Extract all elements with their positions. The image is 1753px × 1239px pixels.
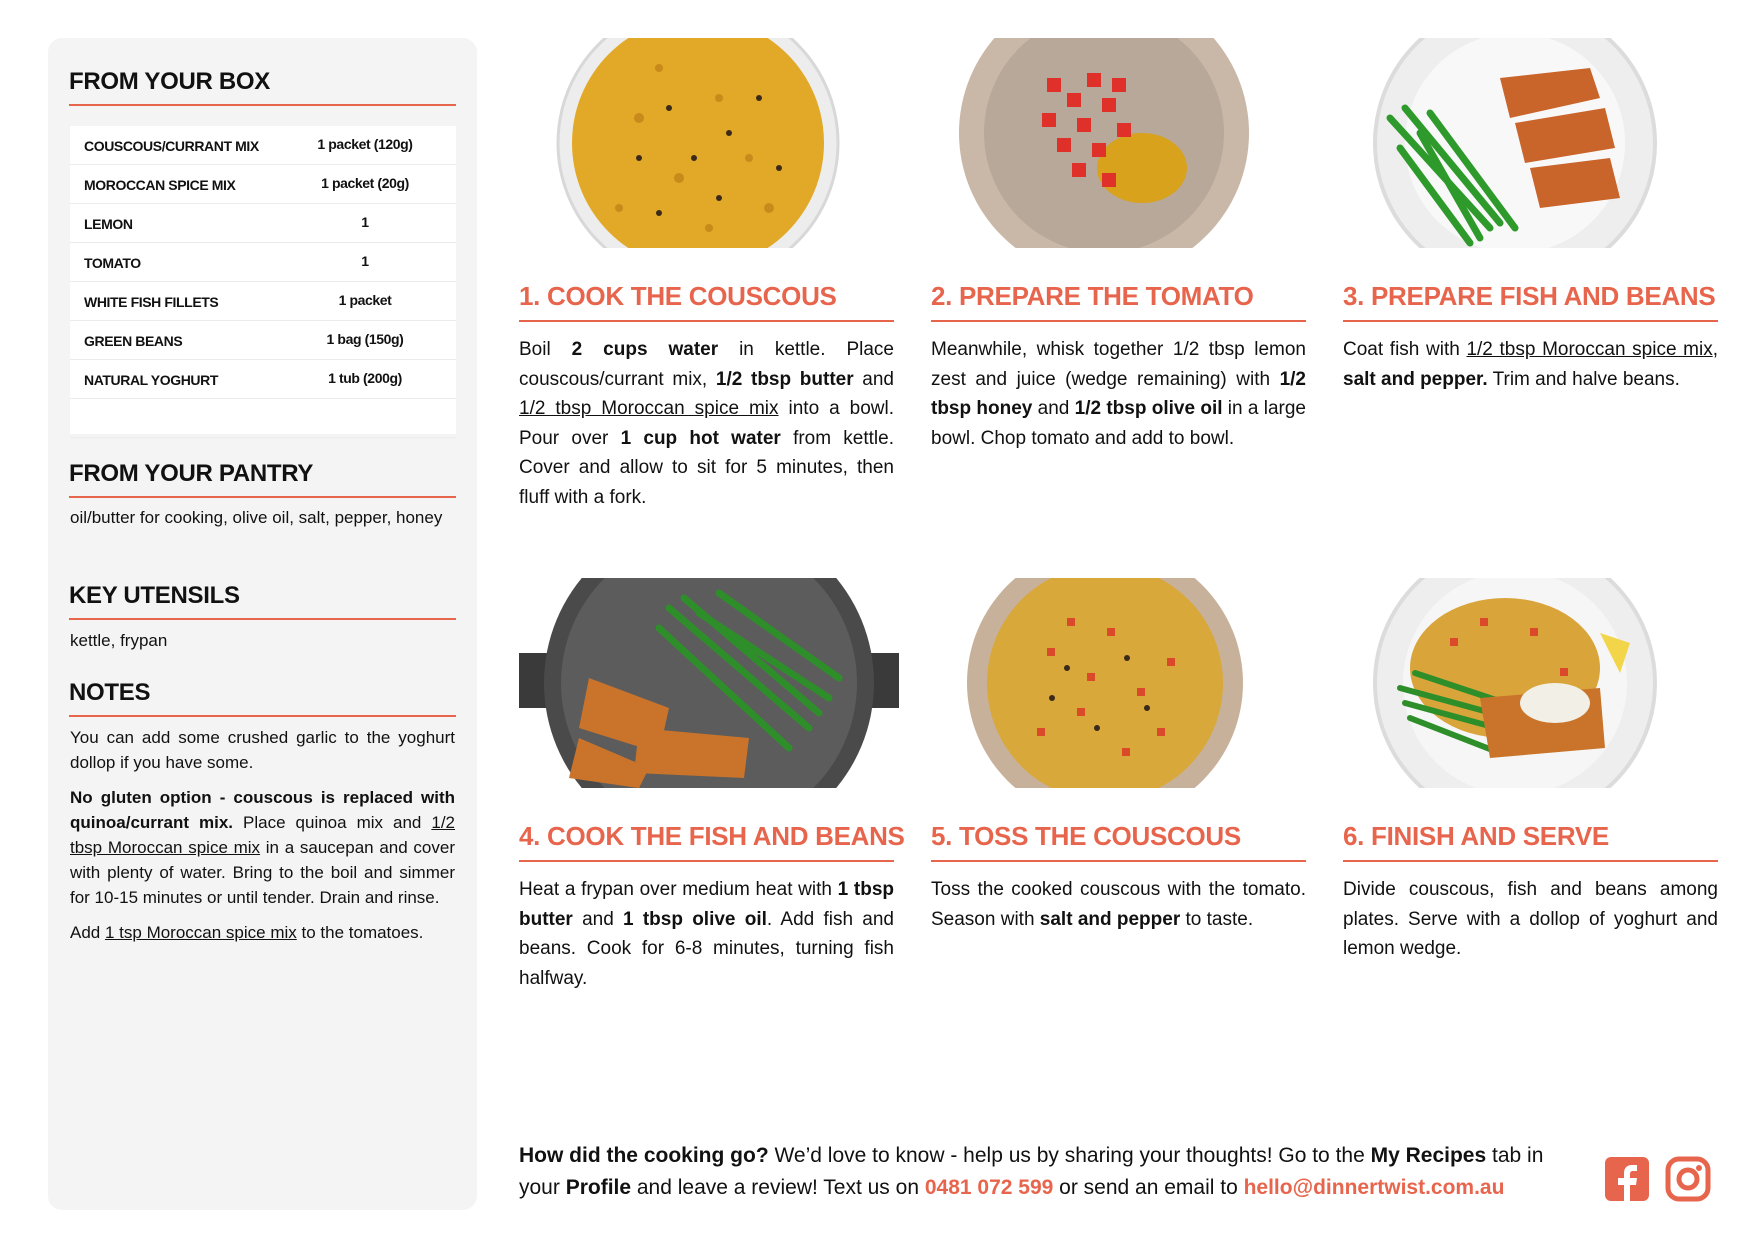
step-2-title: 2. PREPARE THE TOMATO — [931, 281, 1306, 322]
phone-link[interactable]: 0481 072 599 — [924, 1176, 1054, 1199]
table-row — [70, 204, 456, 243]
ingredients-table — [70, 126, 456, 434]
ingredient-qty: 1 bag (150g) — [326, 331, 404, 347]
table-row — [70, 360, 456, 399]
step-3-text: Coat fish with 1/2 tbsp Moroccan spice mix, salt and pepper. Trim and halve beans. — [1343, 339, 1718, 390]
from-your-pantry-heading: FROM YOUR PANTRY — [69, 460, 456, 498]
ingredient-qty: 1 packet (20g) — [321, 175, 409, 191]
ingredient-name: GREEN BEANS — [84, 333, 183, 349]
step-1-image — [519, 38, 899, 248]
step-3-image — [1330, 38, 1710, 248]
note-garlic: You can add some crushed garlic to the yoghurt dollop if you have some. — [70, 728, 455, 772]
step-2-text: Meanwhile, whisk together 1/2 tbsp lemon zest and juice (wedge remaining) with 1/2 tbsp honey and 1/2 tbsp olive oil in a large bowl. Chop tomato and add to bowl. — [931, 339, 1306, 449]
ingredient-name: WHITE FISH FILLETS — [84, 294, 219, 310]
step-5-title: 5. TOSS THE COUSCOUS — [931, 821, 1306, 862]
ingredient-qty: 1 packet — [338, 292, 392, 308]
step-5-image — [927, 578, 1307, 788]
ingredient-qty: 1 — [361, 214, 369, 230]
note-spice: Add 1 tsp Moroccan spice mix to the tomatoes. — [70, 923, 424, 942]
notes-heading: NOTES — [69, 679, 456, 717]
table-row — [70, 321, 456, 360]
key-utensils-heading: KEY UTENSILS — [69, 582, 456, 620]
table-row — [70, 165, 456, 204]
step-6-text: Divide couscous, fish and beans among plates. Serve with a dollop of yoghurt and lemon wedge. — [1343, 879, 1718, 959]
table-row — [70, 282, 456, 321]
ingredient-name: LEMON — [84, 216, 133, 232]
step-6-title: 6. FINISH AND SERVE — [1343, 821, 1718, 862]
utensils-text: kettle, frypan — [70, 631, 168, 650]
instagram-icon[interactable] — [1664, 1155, 1712, 1203]
pantry-text: oil/butter for cooking, olive oil, salt, pepper, honey — [70, 508, 443, 527]
ingredient-qty: 1 tub (200g) — [328, 370, 402, 386]
step-1-text: Boil 2 cups water in kettle. Place couscous/currant mix, 1/2 tbsp butter and 1/2 tbsp Moroccan spice mix into a bowl. Pour over 1 cup hot water from kettle. Cover and allow to sit for 5 minutes, then fluff with a fork. — [519, 339, 895, 508]
table-row — [70, 243, 456, 282]
feedback-footer: How did the cooking go? We’d love to know - help us by sharing your thoughts! Go to the My Recipes tab in your Profile and leave a review! Text us on 0481 072 599 or send an email to hello@dinnertwist.com.au — [519, 1144, 1544, 1199]
ingredient-name: COUSCOUS/CURRANT MIX — [84, 138, 259, 154]
step-5-text: Toss the cooked couscous with the tomato. Season with salt and pepper to taste. — [931, 879, 1306, 930]
sidebar-panel — [48, 38, 477, 1210]
facebook-icon[interactable] — [1603, 1155, 1651, 1203]
step-6-image — [1330, 578, 1710, 788]
notes-body — [70, 725, 455, 955]
step-4-text: Heat a frypan over medium heat with 1 tbsp butter and 1 tbsp olive oil. Add fish and beans. Cook for 6-8 minutes, turning fish halfway. — [519, 879, 895, 989]
table-row — [70, 126, 456, 165]
note-gluten-free: No gluten option - couscous is replaced with quinoa/currant mix. Place quinoa mix and 1/2 tbsp Moroccan spice mix in a saucepan and cover with plenty of water. Bring to the boil and simmer for 10-15 minutes or until tender. Drain and rinse. — [70, 788, 456, 907]
ingredient-qty: 1 — [361, 253, 369, 269]
ingredient-name: MOROCCAN SPICE MIX — [84, 177, 236, 193]
email-link[interactable]: hello@dinnertwist.com.au — [1243, 1176, 1505, 1199]
step-4-title: 4. COOK THE FISH AND BEANS — [519, 821, 894, 862]
step-3-title: 3. PREPARE FISH AND BEANS — [1343, 281, 1718, 322]
ingredient-name: NATURAL YOGHURT — [84, 372, 219, 388]
step-4-image — [519, 578, 899, 788]
ingredient-qty: 1 packet (120g) — [317, 136, 413, 152]
from-your-box-heading: FROM YOUR BOX — [69, 68, 456, 106]
table-row-empty — [70, 399, 456, 438]
step-2-image — [927, 38, 1307, 248]
ingredient-name: TOMATO — [84, 255, 141, 271]
step-1-title: 1. COOK THE COUSCOUS — [519, 281, 894, 322]
